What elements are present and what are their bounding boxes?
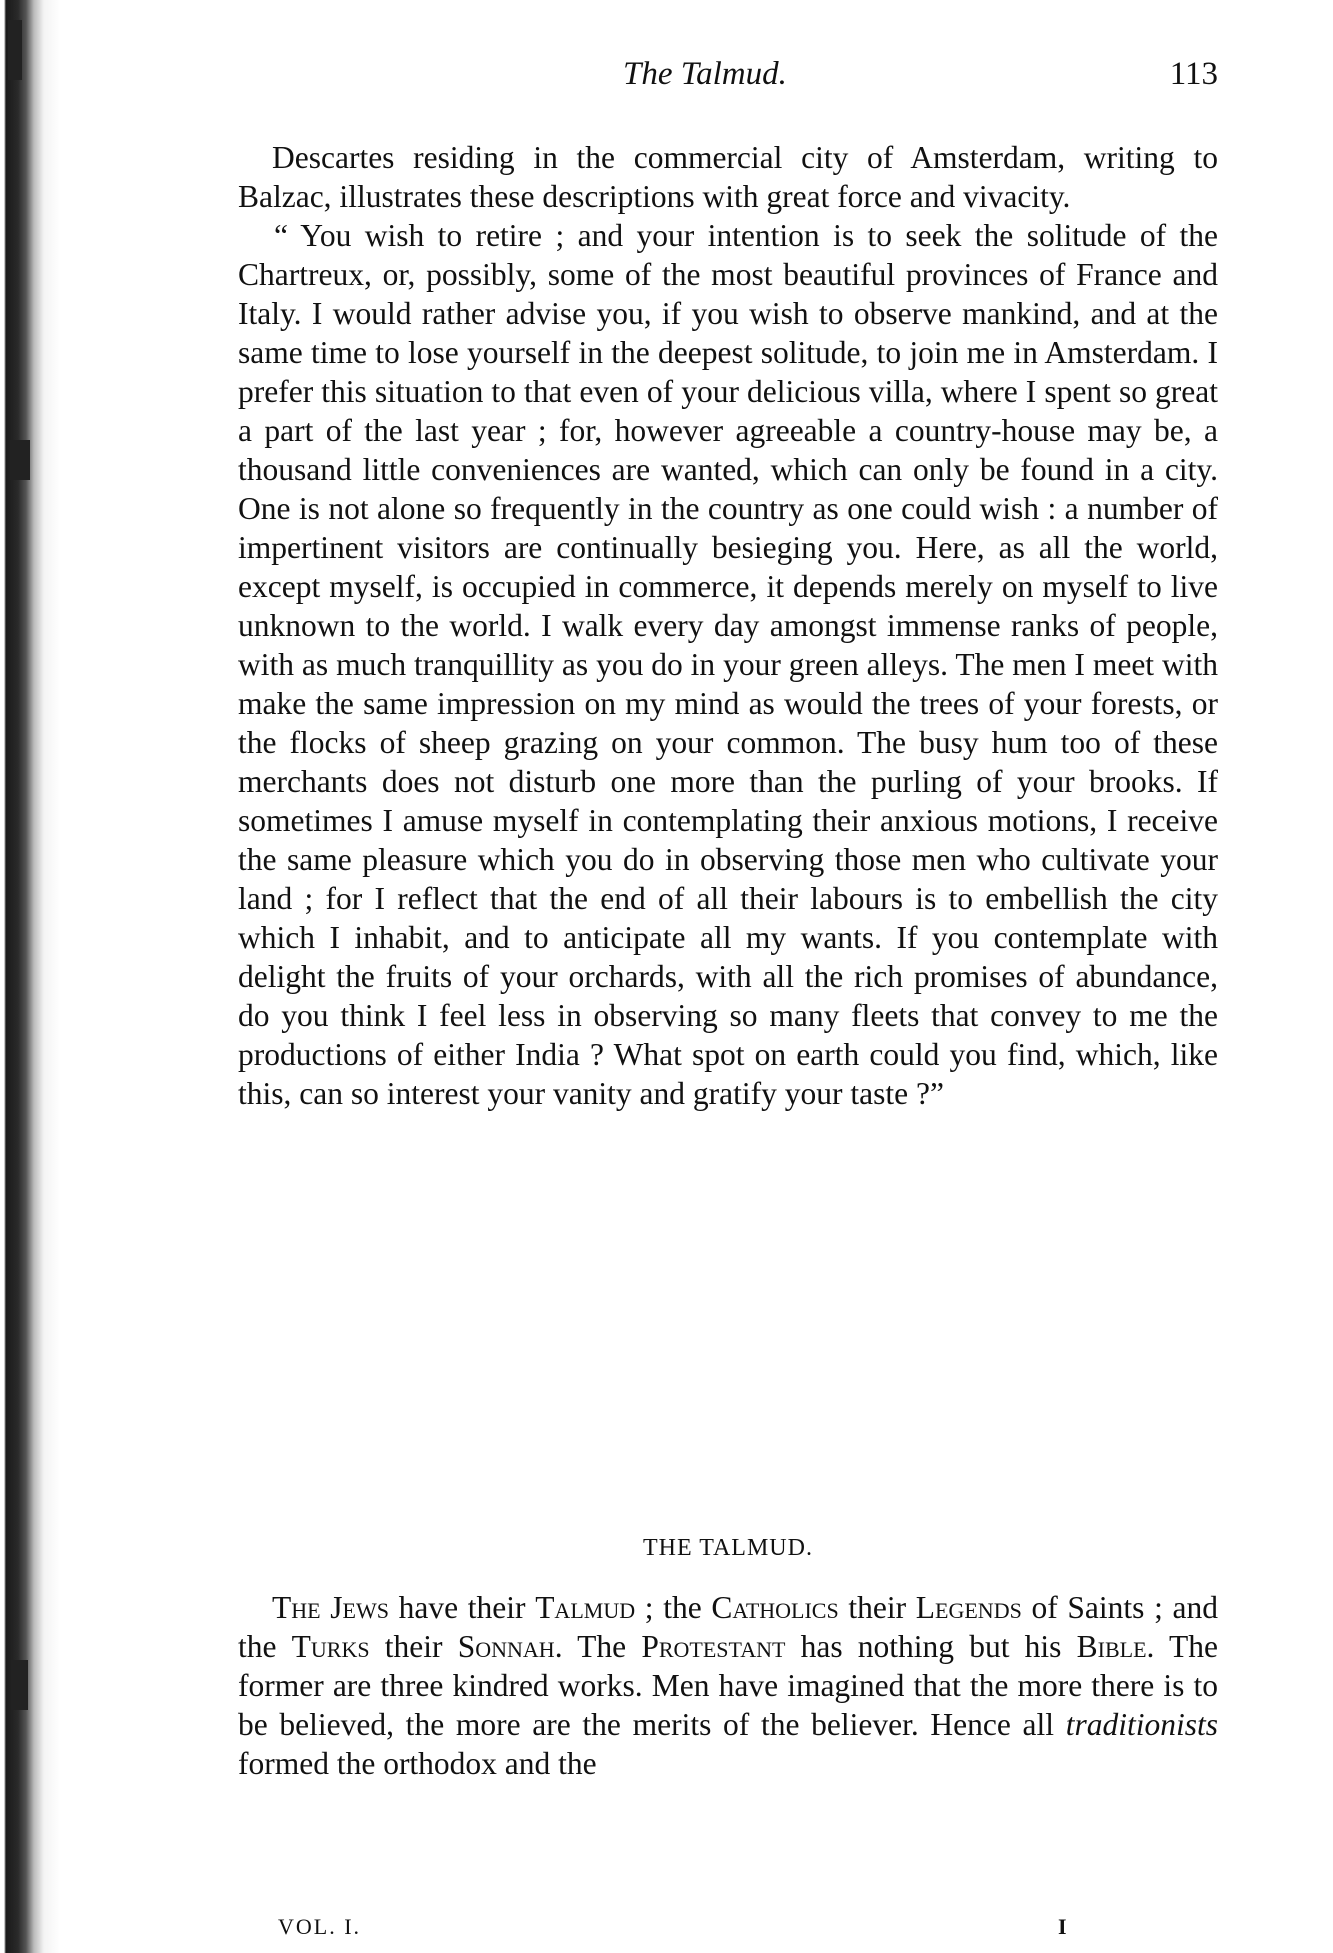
section-text	[238, 1588, 1218, 1783]
paragraph	[238, 1588, 1218, 1783]
running-title: The Talmud.	[623, 56, 787, 92]
running-header	[238, 52, 1218, 96]
gutter-mark	[12, 1660, 28, 1710]
volume-mark: VOL. I.	[278, 1914, 362, 1939]
gutter-mark	[10, 440, 30, 480]
small-caps-sonnah: Sonnah	[457, 1629, 555, 1664]
small-caps-the: The	[272, 1590, 321, 1625]
text-run: . The former are three kindred works. Men have imagined that the more there is to be believed, the more are the merits of the believer. Hence all	[238, 1629, 1218, 1742]
text-run: their	[838, 1590, 916, 1625]
italic-traditionists: traditionists	[1065, 1707, 1218, 1742]
book-page	[238, 0, 1218, 1953]
text-run: formed the orthodox and the	[238, 1746, 597, 1781]
small-caps-legends: Legends	[915, 1590, 1022, 1625]
small-caps-turks: Turks	[291, 1629, 370, 1664]
text-run: . The	[554, 1629, 642, 1664]
signature-mark: I	[1058, 1914, 1069, 1939]
small-caps-bible: Bible	[1076, 1629, 1147, 1664]
text-run: have their	[388, 1590, 536, 1625]
main-text	[238, 138, 1218, 1113]
text-run: of Saints ; and the	[238, 1590, 1219, 1664]
section-heading: THE TALMUD.	[643, 1535, 813, 1561]
page-footer	[278, 1912, 1218, 1942]
quotation-paragraph: “ You wish to retire ; and your intention is to seek the solitude of the Chartreux, or, possibly, some of the most beautiful provinces of France and Italy. I would rather advise you, if you wish to observe mankind, and at the same time to lose yourself in the deepest solitude, to join me in Amsterdam. I prefer this situation to that even of your delicious villa, where I spent so great a part of the last year ; for, however agreeable a country-house may be, a thousand little conveniences are wanted, which can only be found in a city. One is not alone so frequently in the country as one could wish : a number of impertinent visitors are continually besieging you. Here, as all the world, except myself, is occupied in commerce, it depends merely on myself to live unknown to the world. I walk every day amongst immense ranks of people, with as much tranquillity as you do in your green alleys. The men I meet with make the same impression on my mind as would the trees of your forests, or the flocks of sheep grazing on your common. The busy hum too of these merchants does not disturb one more than the purling of your brooks. If sometimes I amuse myself in contemplating their anxious motions, I receive the same pleasure which you do in observing those men who cultivate your land ; for I reflect that the end of all their labours is to embellish the city which I inhabit, and to anticipate all my wants. If you contemplate with delight the fruits of your orchards, with all the rich promises of abundance, do you think I feel less in observing so many fleets that convey to me the productions of either India ? What spot on earth could you find, which, like this, can so interest your vanity and gratify your taste ?”	[238, 218, 1218, 1111]
page-number: 113	[1169, 56, 1218, 92]
text-run: ; the	[635, 1590, 712, 1625]
text-run: their	[369, 1629, 458, 1664]
gutter-mark	[8, 20, 22, 80]
small-caps-jews: Jews	[330, 1590, 389, 1625]
text-run: has nothing but his	[785, 1629, 1077, 1664]
small-caps-catholics: Catholics	[711, 1590, 839, 1625]
small-caps-talmud: Talmud	[535, 1590, 636, 1625]
binding-gutter	[0, 0, 60, 1953]
paragraph: Descartes residing in the commercial city of Amsterdam, writing to Balzac, illustrates these descriptions with great force and vivacity.	[238, 140, 1218, 214]
small-caps-protestant: Protestant	[641, 1629, 786, 1664]
